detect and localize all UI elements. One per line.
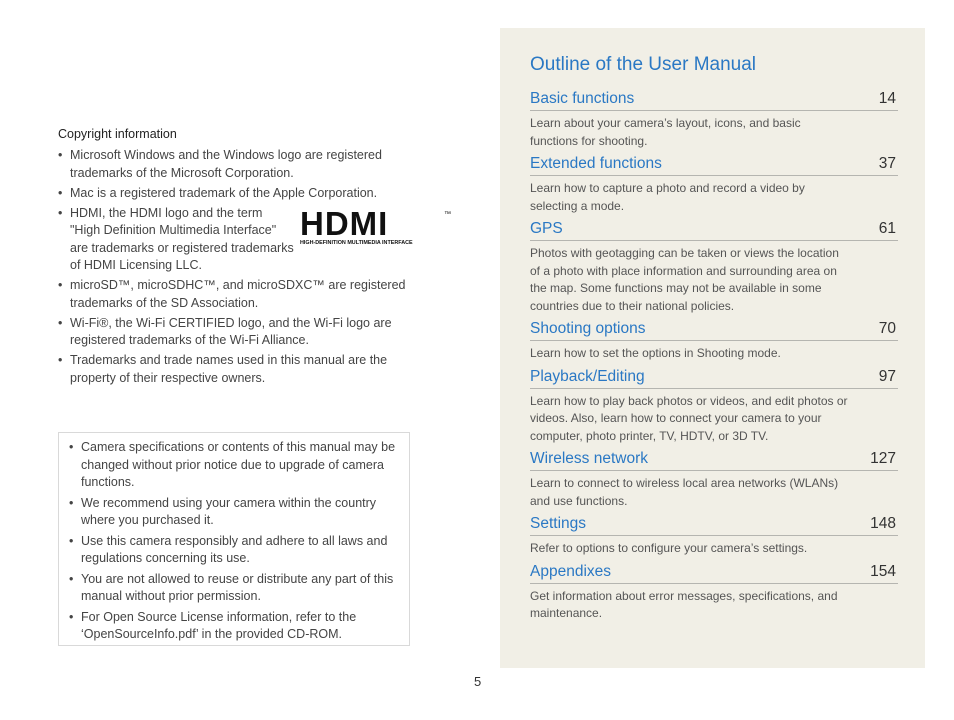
hdmi-logo: [298, 207, 458, 245]
toc-section-name[interactable]: Appendixes: [530, 562, 612, 580]
hdmi-text: • HDMI, the HDMI logo and the term "High Definition Multimedia Interface" are trademarks or registered trademarks of HDMI Licensing LLC.: [70, 205, 294, 272]
toc-section-header[interactable]: [530, 320, 898, 341]
hdmi-logo-word: HDMI: [300, 206, 389, 242]
notice-list: [69, 439, 401, 644]
toc-section-header[interactable]: [530, 90, 898, 111]
hdmi-logo-tagline: HIGH-DEFINITION MULTIMEDIA INTERFACE: [300, 239, 413, 245]
toc-section-page: 61: [878, 220, 896, 237]
toc-section-header[interactable]: [530, 155, 898, 176]
list-item: • You are not allowed to reuse or distribute any part of this manual without prior permission.: [69, 571, 401, 606]
list-item: • Camera specifications or contents of this manual may be changed without prior notice due to upgrade of camera functions.: [69, 439, 401, 492]
list-item: • For Open Source License information, refer to the ‘OpenSourceInfo.pdf’ in the provided CD-ROM.: [69, 609, 401, 644]
notice-box: [58, 432, 410, 646]
toc-section-name[interactable]: GPS: [530, 220, 563, 237]
toc-section-header[interactable]: [530, 563, 898, 584]
toc-section-desc: Learn to connect to wireless local area networks (WLANs) and use functions.: [530, 476, 839, 508]
hdmi-logo-tm: ™: [444, 210, 451, 218]
list-item-hdmi: [58, 205, 451, 275]
toc-section-page: 37: [878, 155, 896, 172]
toc-section-page: 127: [870, 450, 896, 467]
list-item: • Microsoft Windows and the Windows logo are registered trademarks of the Microsoft Corporation.: [58, 147, 408, 182]
list-item: • We recommend using your camera within the country where you purchased it.: [69, 495, 401, 530]
toc-section-desc: Refer to options to configure your camera’s settings.: [530, 541, 808, 555]
toc-section-page: 154: [870, 562, 896, 580]
page-number: 5: [474, 674, 482, 689]
toc-section-page: 97: [878, 367, 896, 385]
copyright-title: Copyright information: [58, 127, 177, 141]
toc-section-desc: Get information about error messages, specifications, and maintenance.: [530, 588, 838, 620]
toc-section-header[interactable]: [530, 450, 898, 471]
outline-title: Outline of the User Manual: [530, 54, 757, 75]
list-item: • microSD™, microSDHC™, and microSDXC™ are registered trademarks of the SD Association.: [58, 277, 408, 312]
toc-section-desc: Learn how to play back photos or videos, and edit photos or videos. Also, learn how to connect your camera to your computer, photo printer, TV, HDTV, or 3D TV.: [530, 393, 848, 443]
list-item: • Wi-Fi®, the Wi-Fi CERTIFIED logo, and the Wi-Fi logo are registered trademarks of the Wi-Fi Alliance.: [58, 315, 408, 350]
toc-section[interactable]: [530, 515, 898, 558]
toc-section[interactable]: [530, 220, 898, 315]
toc-section[interactable]: [530, 450, 898, 510]
list-item: • Mac is a registered trademark of the Apple Corporation.: [58, 185, 408, 203]
toc-section-name[interactable]: Playback/Editing: [530, 367, 645, 385]
toc-section-name[interactable]: Extended functions: [530, 155, 662, 172]
toc-section-page: 14: [878, 90, 896, 107]
toc-section-name[interactable]: Shooting options: [530, 320, 646, 337]
toc-section[interactable]: [530, 563, 898, 623]
toc-section-header[interactable]: [530, 368, 898, 389]
list-item: • Use this camera responsibly and adhere to all laws and regulations concerning its use.: [69, 533, 401, 568]
toc-section-desc: Photos with geotagging can be taken or views the location of a photo with place information and surrounding area on the map. Some functions may not be available in some countries due to their national policies.: [530, 246, 839, 313]
toc-section[interactable]: [530, 368, 898, 446]
toc-section-desc: Learn how to capture a photo and record a video by selecting a mode.: [530, 181, 805, 213]
toc-section-header[interactable]: [530, 220, 898, 241]
list-item: • Trademarks and trade names used in this manual are the property of their respective owners.: [58, 352, 408, 387]
outline-panel: [500, 28, 925, 668]
toc-list: [530, 90, 898, 628]
toc-section-header[interactable]: [530, 515, 898, 536]
copyright-section: [58, 127, 451, 390]
toc-section[interactable]: [530, 320, 898, 363]
toc-section-page: 148: [870, 515, 896, 532]
toc-section-name[interactable]: Settings: [530, 515, 587, 532]
toc-section-desc: Learn about your camera’s layout, icons, and basic functions for shooting.: [530, 116, 801, 148]
toc-section-name[interactable]: Wireless network: [530, 450, 648, 467]
toc-section[interactable]: [530, 90, 898, 150]
toc-section-page: 70: [878, 320, 896, 337]
copyright-list: [58, 147, 451, 387]
toc-section-name[interactable]: Basic functions: [530, 90, 635, 107]
toc-section[interactable]: [530, 155, 898, 215]
toc-section-desc: Learn how to set the options in Shooting mode.: [530, 346, 781, 360]
